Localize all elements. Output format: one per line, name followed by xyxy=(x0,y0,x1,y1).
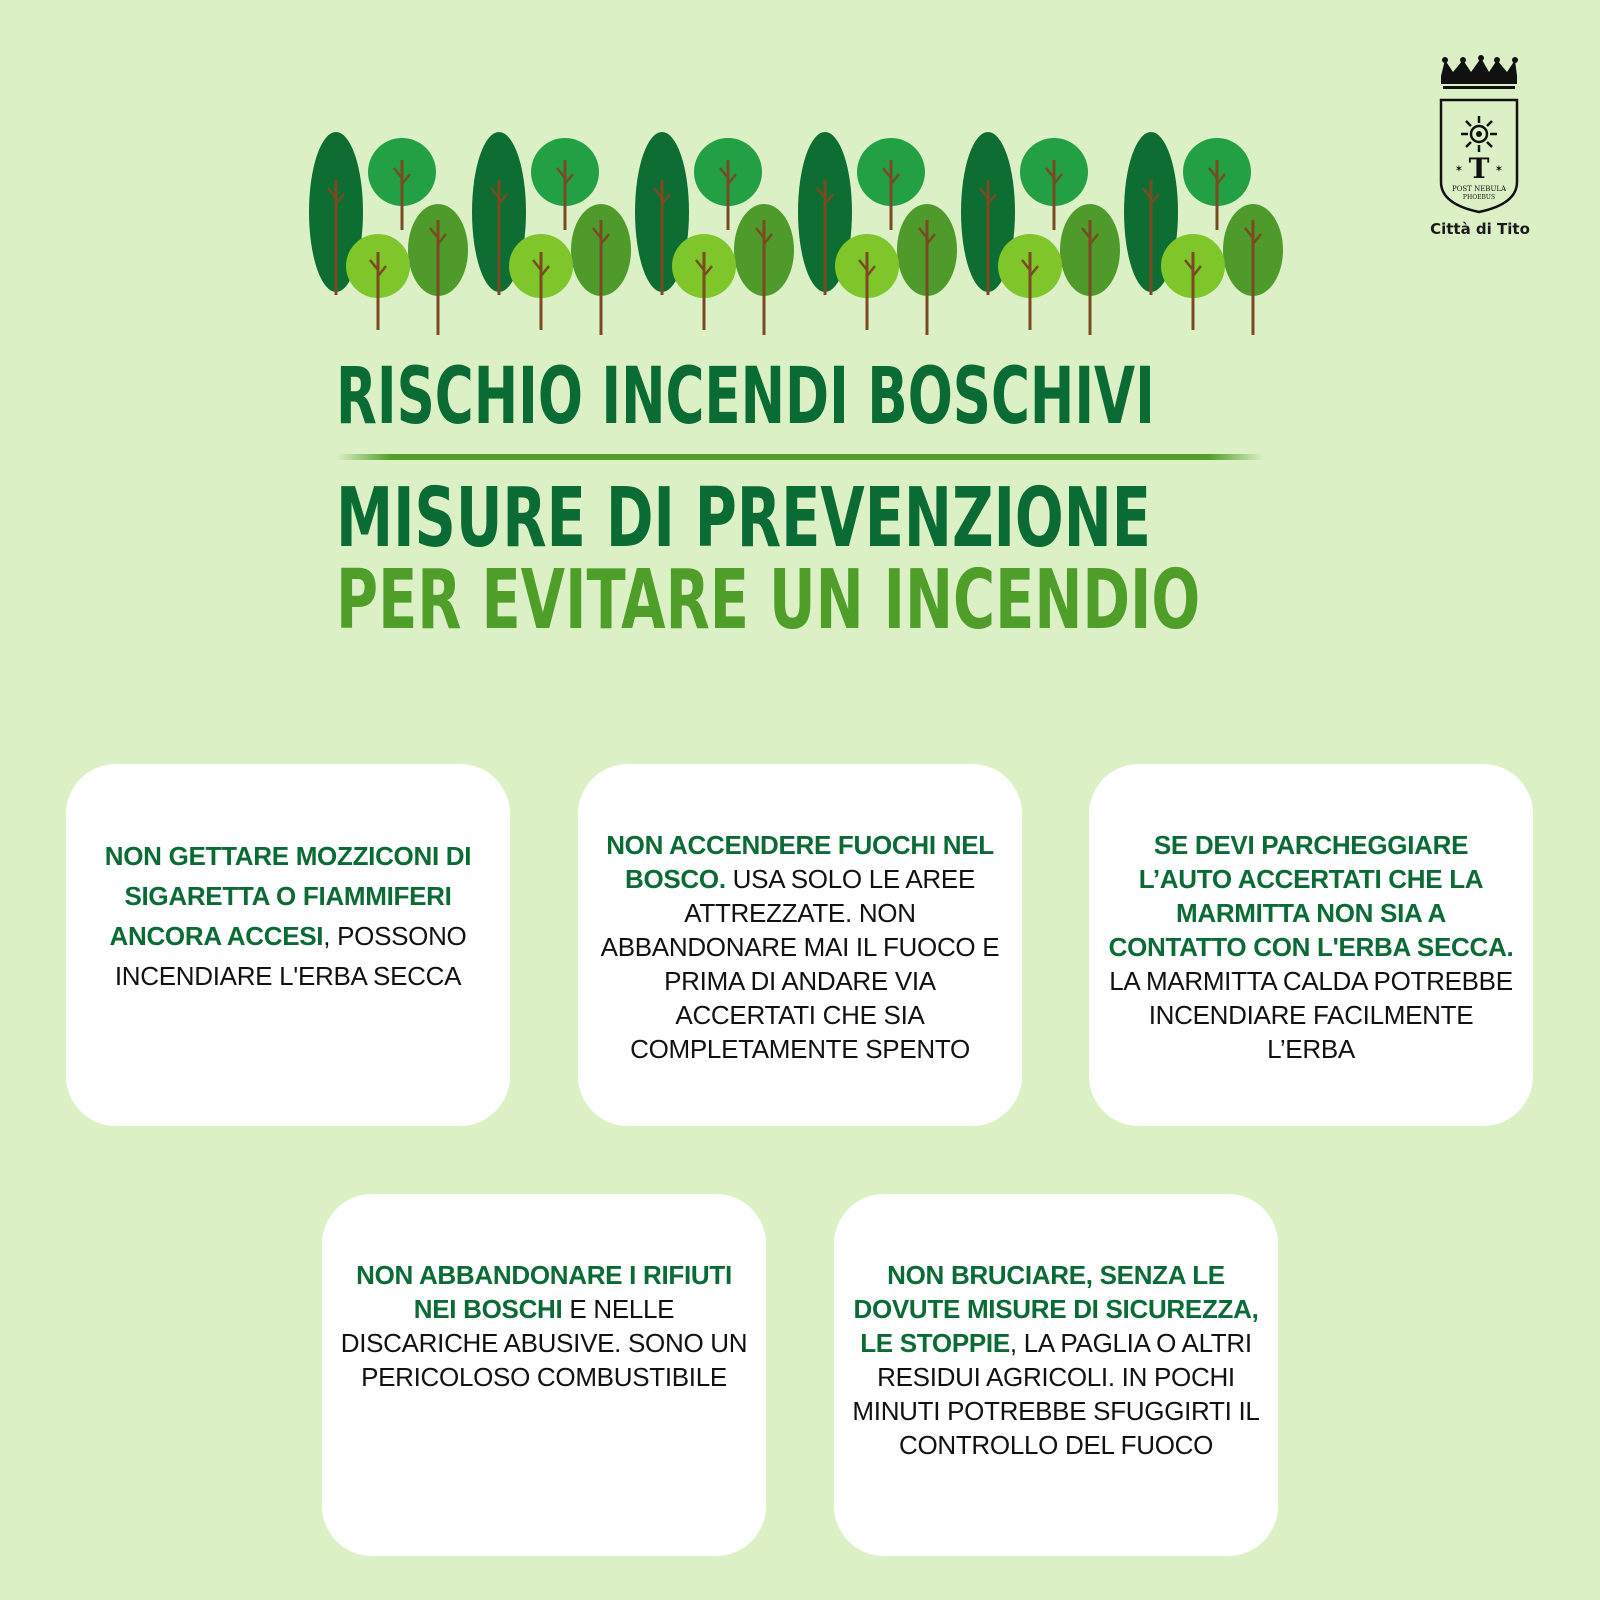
tree-light-icon xyxy=(835,234,899,330)
tree-light-icon xyxy=(672,234,736,330)
main-title: RISCHIO INCENDI BOSCHIVI xyxy=(336,352,1155,442)
tip-highlight: SE DEVI PARCHEGGIARE L’AUTO ACCERTATI CHE LA MARMITTA NON SIA A CONTATTO CON L'ERBA SECCA. xyxy=(1108,830,1514,962)
tree-oval-icon xyxy=(897,204,957,335)
trees-illustration xyxy=(300,120,1300,350)
tree-oval-icon xyxy=(1060,204,1120,335)
crest-motto-2: PHOEBUS xyxy=(1462,194,1496,201)
title-block xyxy=(336,352,1264,648)
tree-light-icon xyxy=(998,234,1062,330)
sun-icon xyxy=(1461,116,1497,152)
tree-oval-icon xyxy=(571,204,631,335)
city-crest xyxy=(1420,54,1540,254)
subtitle: MISURE DI PREVENZIONE xyxy=(336,471,1151,566)
tip-card-waste xyxy=(322,1194,766,1556)
tip-text: , POSSONO INCENDIARE L'ERBA SECCA xyxy=(114,921,467,991)
tip-highlight: NON BRUCIARE, SENZA LE DOVUTE MISURE DI SICUREZZA, LE STOPPIE xyxy=(853,1260,1259,1358)
subtitle-secondary: PER EVITARE UN INCENDIO xyxy=(336,553,1201,648)
tip-text: USA SOLO LE AREE ATTREZZATE. NON ABBANDONARE MAI IL FUOCO E PRIMA DI ANDARE VIA ACCERTATI CHE SIA COMPLETAMENTE SPENTO xyxy=(600,864,1000,1064)
tip-text: E NELLE DISCARICHE ABUSIVE. SONO UN PERICOLOSO COMBUSTIBILE xyxy=(340,1294,748,1392)
tip-highlight: NON GETTARE MOZZICONI DI SIGARETTA O FIAMMIFERI ANCORA ACCESI xyxy=(104,841,472,951)
tip-card-burning xyxy=(834,1194,1278,1556)
tree-light-icon xyxy=(346,234,410,330)
crest-motto-1: POST NEBULA xyxy=(1451,185,1507,193)
crown-icon xyxy=(1441,55,1518,89)
tip-text: , LA PAGLIA O ALTRI RESIDUI AGRICOLI. IN POCHI MINUTI POTREBBE SFUGGIRTI IL CONTROLLO DEL FUOCO xyxy=(852,1328,1260,1460)
tree-oval-icon xyxy=(734,204,794,335)
star-right-icon: ✶ xyxy=(1494,164,1504,175)
star-left-icon: ✶ xyxy=(1454,164,1464,175)
tip-card-fires xyxy=(578,764,1022,1126)
crest-emblem xyxy=(1435,54,1525,214)
tree-light-icon xyxy=(1161,234,1225,330)
title-divider xyxy=(336,454,1264,460)
tree-oval-icon xyxy=(408,204,468,335)
tip-card-parking xyxy=(1089,764,1533,1126)
tip-card-cigarettes xyxy=(66,764,510,1126)
city-name: Città di Tito xyxy=(1430,220,1530,238)
tip-highlight: NON ABBANDONARE I RIFIUTI NEI BOSCHI xyxy=(356,1260,732,1324)
tip-text: LA MARMITTA CALDA POTREBBE INCENDIARE FACILMENTE L’ERBA xyxy=(1109,966,1513,1064)
tree-light-icon xyxy=(509,234,573,330)
tree-oval-icon xyxy=(1223,204,1283,335)
crest-letter: T xyxy=(1468,152,1490,185)
tip-highlight: NON ACCENDERE FUOCHI NEL BOSCO. xyxy=(606,830,994,894)
